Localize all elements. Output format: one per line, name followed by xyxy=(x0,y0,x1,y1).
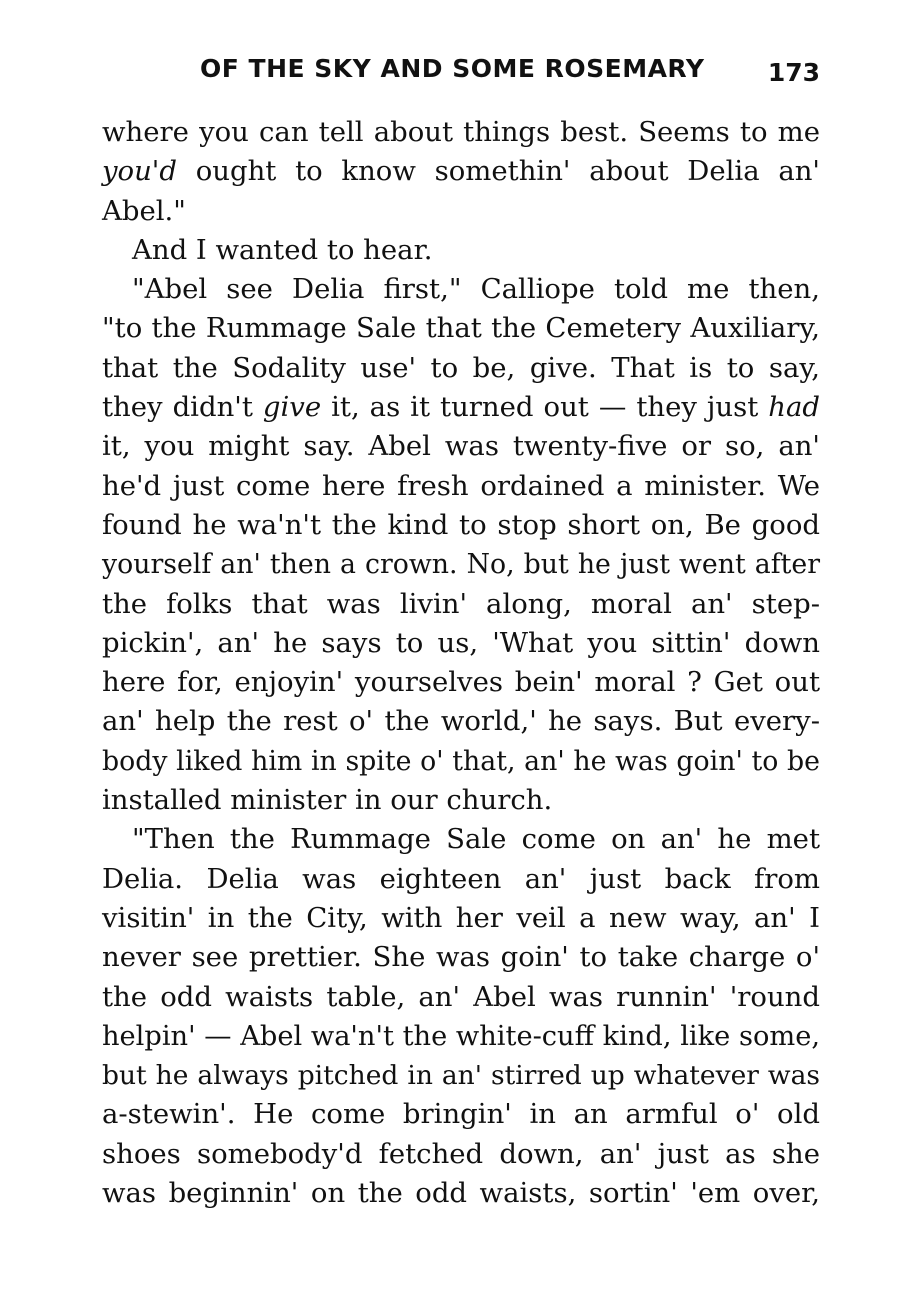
text-line xyxy=(102,663,820,702)
text-line xyxy=(102,899,820,938)
italic-text: had xyxy=(768,391,820,424)
text-segment: that the Sodality use' to be, give. That is to say, xyxy=(102,351,820,384)
text-line xyxy=(102,742,820,781)
text-line xyxy=(102,1174,820,1213)
text-line xyxy=(102,820,820,859)
text-line xyxy=(102,1135,820,1174)
page-number: 173 xyxy=(767,58,820,87)
text-line xyxy=(102,152,820,191)
text-segment: yourself an' then a crown. No, but he just went after xyxy=(102,549,820,581)
text-line xyxy=(102,309,820,348)
text-line xyxy=(102,349,820,388)
text-line xyxy=(102,1017,820,1056)
text-line xyxy=(102,427,820,466)
text-segment: Abel." xyxy=(102,194,186,227)
text-segment: Delia. Delia was eighteen an' just back from xyxy=(102,862,820,895)
text-segment: the folks that was livin' along, moral an' step- xyxy=(102,587,820,620)
running-head xyxy=(102,54,820,94)
text-segment: body liked him in spite o' that, an' he was goin' to be xyxy=(102,745,820,777)
text-segment: the odd waists table, an' Abel was runnin' 'round xyxy=(102,980,820,1013)
text-line xyxy=(102,270,820,309)
text-line xyxy=(102,781,820,820)
text-segment: he'd just come here fresh ordained a minister. We xyxy=(102,469,820,502)
text-segment: helpin' — Abel wa'n't the white-cuff kind, like some, xyxy=(102,1020,820,1052)
text-line xyxy=(102,506,820,545)
body-text xyxy=(102,113,820,1213)
text-line xyxy=(102,467,820,506)
text-line xyxy=(102,860,820,899)
text-segment: was beginnin' on the odd waists, sortin' 'em over, xyxy=(102,1177,820,1210)
text-segment: a-stewin'. He come bringin' in an armful o' old xyxy=(102,1098,820,1131)
text-segment: ought to know somethin' about Delia an' xyxy=(176,155,820,188)
text-line xyxy=(102,388,820,427)
text-segment: an' help the rest o' the world,' he says. But every- xyxy=(102,705,820,738)
text-segment: it, as it turned out — they just xyxy=(321,391,769,424)
text-line xyxy=(102,192,820,231)
text-segment: visitin' in the City, with her veil a new way, an' I xyxy=(102,901,820,934)
italic-text: you'd xyxy=(102,155,177,188)
text-segment: "Then the Rummage Sale come on an' he met xyxy=(132,823,820,856)
text-line xyxy=(102,978,820,1017)
text-segment: "Abel see Delia first," Calliope told me then, xyxy=(132,273,820,306)
text-line xyxy=(102,624,820,663)
text-segment: And I wanted to hear. xyxy=(132,233,433,266)
text-segment: but he always pitched in an' stirred up whatever was xyxy=(102,1060,820,1092)
book-page xyxy=(102,0,820,1298)
italic-text: give xyxy=(262,391,322,424)
text-line xyxy=(102,545,820,584)
text-line xyxy=(102,702,820,741)
text-line xyxy=(102,231,820,270)
text-segment: found he wa'n't the kind to stop short on, Be good xyxy=(102,508,820,541)
text-segment: never see prettier. She was goin' to take charge o' xyxy=(102,941,820,974)
text-line xyxy=(102,113,820,152)
text-line xyxy=(102,1056,820,1095)
text-segment: "to the Rummage Sale that the Cemetery Auxiliary, xyxy=(102,312,820,345)
text-line xyxy=(102,585,820,624)
text-segment: they didn't xyxy=(102,391,263,424)
text-segment: pickin', an' he says to us, 'What you sittin' down xyxy=(102,626,820,659)
text-segment: where you can tell about things best. Seems to me xyxy=(102,116,820,148)
text-segment: installed minister in our church. xyxy=(102,784,553,817)
text-segment: it, you might say. Abel was twenty-five or so, an' xyxy=(102,430,820,463)
text-line xyxy=(102,1095,820,1134)
text-segment: here for, enjoyin' yourselves bein' moral ? Get out xyxy=(102,666,820,699)
text-line xyxy=(102,938,820,977)
text-segment: shoes somebody'd fetched down, an' just as she xyxy=(102,1137,820,1170)
running-title: OF THE SKY AND SOME ROSEMARY xyxy=(200,54,705,83)
